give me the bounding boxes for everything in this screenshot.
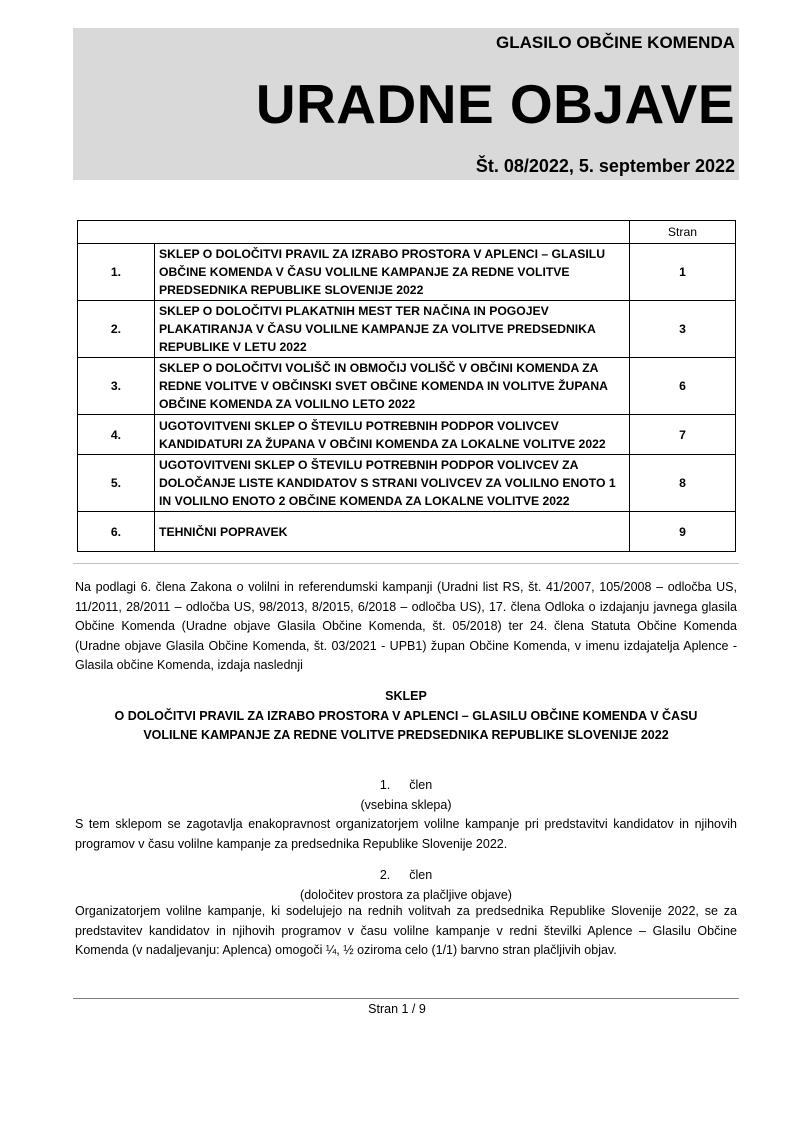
article-number: 1. člen (379, 778, 433, 792)
toc-number: 1. (78, 244, 155, 301)
article-subtitle: (vsebina sklepa) (360, 797, 452, 812)
table-row (78, 301, 736, 358)
article-2-heading (75, 866, 737, 905)
article-subtitle: (določitev prostora za plačljive objave) (300, 887, 512, 902)
article-2-text: Organizatorjem volilne kampanje, ki sodelujejo na rednih volitvah za predsednika Republike Slovenije 2022, se za predstavitev kandidatov in njihovih programov v času volilne kampanje v redni številki Aplence – Glasilu Občine Komenda (v nadaljevanju: Aplenca) omogoči ¼, ½ oziroma celo (1/1) barvno stran plačljivih objav. (75, 904, 737, 957)
decision-heading (75, 687, 737, 746)
table-of-contents (77, 220, 736, 552)
table-row (78, 455, 736, 512)
decision-label: SKLEP (385, 689, 427, 703)
toc-page: 1 (630, 244, 736, 301)
toc-page: 9 (630, 512, 736, 552)
intro-paragraph: Na podlagi 6. člena Zakona o volilni in referendumski kampanji (Uradni list RS, št. 41/2007, 105/2008 – odločba US, 11/2011, 28/2011 – odločba US, 98/2013, 8/2015, 6/2018 – odločba US), 17. člena Odloka o izdajanju javnega glasila Občine Komenda (Uradne objave Glasila Občine Komenda, št. 05/2018) ter 24. člena Statuta Občine Komenda (Uradne objave Glasila Občine Komenda, št. 03/2021 - UPB1) župan Občine Komenda, v imenu izdajatelja Aplence - Glasila občine Komenda, izdaja naslednji (75, 580, 737, 672)
toc-title: TEHNIČNI POPRAVEK (155, 512, 630, 552)
toc-title: UGOTOVITVENI SKLEP O ŠTEVILU POTREBNIH PODPOR VOLIVCEV KANDIDATURI ZA ŽUPANA V OBČINI KOMENDA ZA LOKALNE VOLITVE 2022 (155, 415, 630, 455)
decision-title-line2: VOLILNE KAMPANJE ZA REDNE VOLITVE PREDSEDNIKA REPUBLIKE SLOVENIJE 2022 (143, 728, 669, 742)
toc-number: 6. (78, 512, 155, 552)
issue-date: Št. 08/2022, 5. september 2022 (475, 156, 735, 176)
page-number: Stran 1 / 9 (368, 1002, 426, 1016)
toc-title: SKLEP O DOLOČITVI VOLIŠČ IN OBMOČIJ VOLIŠČ V OBČINI KOMENDA ZA REDNE VOLITVE V OBČINSKI SVET OBČINE KOMENDA IN VOLITVE ŽUPANA OBČINE KOMENDA ZA VOLILNO LETO 2022 (155, 358, 630, 415)
toc-header-empty (78, 221, 630, 244)
toc-title: SKLEP O DOLOČITVI PRAVIL ZA IZRABO PROSTORA V APLENCI – GLASILU OBČINE KOMENDA V ČASU VOLILNE KAMPANJE ZA REDNE VOLITVE PREDSEDNIKA REPUBLIKE SLOVENIJE 2022 (155, 244, 630, 301)
footer-divider (73, 998, 739, 999)
toc-page: 3 (630, 301, 736, 358)
toc-page-header: Stran (630, 221, 736, 244)
toc-number: 5. (78, 455, 155, 512)
table-row (78, 512, 736, 552)
divider (73, 563, 739, 564)
publication-name: GLASILO OBČINE KOMENDA (496, 33, 735, 52)
toc-number: 2. (78, 301, 155, 358)
toc-page: 7 (630, 415, 736, 455)
toc-page: 8 (630, 455, 736, 512)
page-title: URADNE OBJAVE (255, 73, 735, 135)
toc-number: 3. (78, 358, 155, 415)
table-row (78, 244, 736, 301)
table-row (78, 358, 736, 415)
article-1-heading (75, 776, 737, 815)
article-1-text: S tem sklepom se zagotavlja enakopravnost organizatorjem volilne kampanje pri predstavitvi kandidatov in njihovih programov v času volilne kampanje za predsednika Republike Slovenije 2022. (75, 817, 737, 851)
toc-header-row (78, 221, 736, 244)
masthead (73, 28, 739, 180)
decision-title-line1: O DOLOČITVI PRAVIL ZA IZRABO PROSTORA V APLENCI – GLASILU OBČINE KOMENDA V ČASU (114, 708, 698, 723)
toc-page: 6 (630, 358, 736, 415)
toc-title: UGOTOVITVENI SKLEP O ŠTEVILU POTREBNIH PODPOR VOLIVCEV ZA DOLOČANJE LISTE KANDIDATOV S STRANI VOLIVCEV ZA VOLILNO ENOTO 1 IN VOLILNO ENOTO 2 OBČINE KOMENDA ZA LOKALNE VOLITVE 2022 (155, 455, 630, 512)
article-number: 2. člen (379, 868, 433, 882)
table-row (78, 415, 736, 455)
toc-number: 4. (78, 415, 155, 455)
toc-title: SKLEP O DOLOČITVI PLAKATNIH MEST TER NAČINA IN POGOJEV PLAKATIRANJA V ČASU VOLILNE KAMPANJE ZA VOLITVE PREDSEDNIKA REPUBLIKE V LETU 2022 (155, 301, 630, 358)
